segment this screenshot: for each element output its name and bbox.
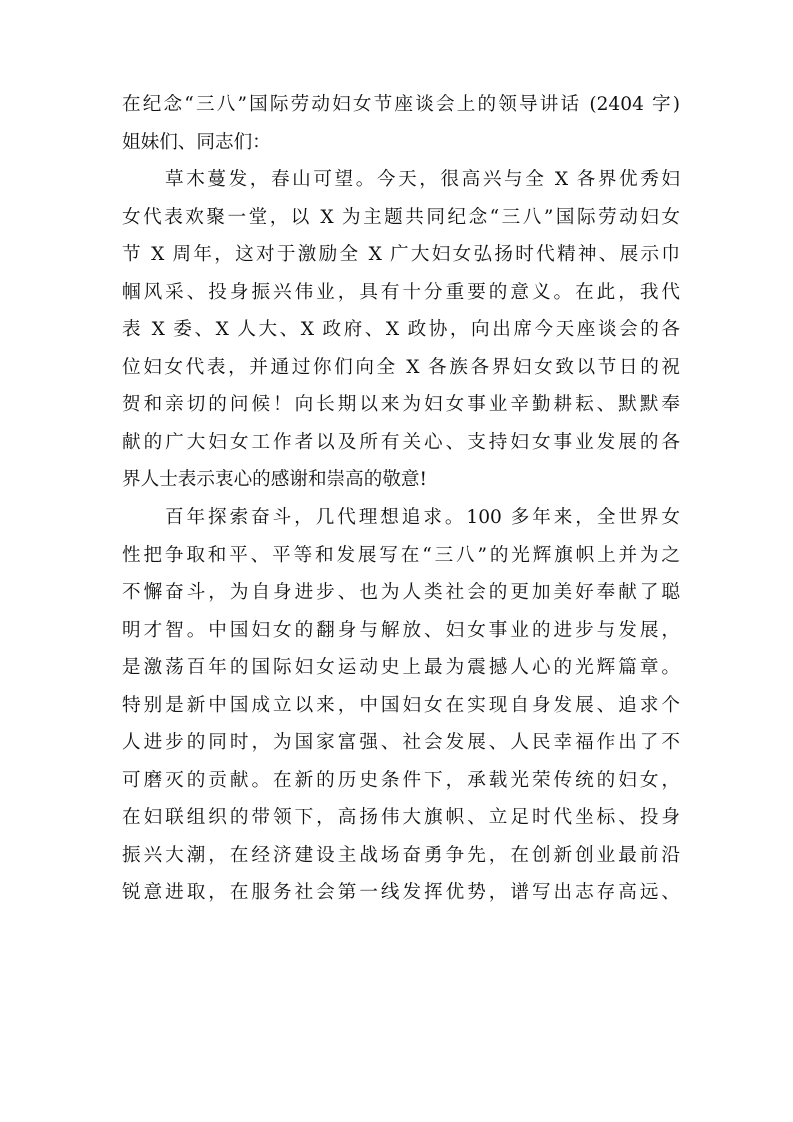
document-page — [122, 86, 680, 912]
paragraph-line: 节 X 周年，这对于激励全 X 广大妇女弘扬时代精神、展示巾 — [122, 244, 680, 266]
paragraph-2 — [122, 499, 680, 912]
paragraph-line: 草木蔓发，春山可望。今天，很高兴与全 X 各界优秀妇 — [165, 169, 680, 191]
paragraph-line: 是激荡百年的国际妇女运动史上最为震撼人心的光辉篇章。 — [122, 657, 680, 679]
paragraph-line: 可磨灭的贡献。在新的历史条件下，承载光荣传统的妇女， — [122, 769, 680, 791]
paragraph-line: 锐意进取，在服务社会第一线发挥优势，谱写出志存高远、 — [122, 882, 680, 904]
paragraph-1 — [122, 161, 680, 499]
paragraph-line: 女代表欢聚一堂，以 X 为主题共同纪念“三八”国际劳动妇女 — [122, 206, 680, 228]
paragraph-line: 不懈奋斗，为自身进步、也为人类社会的更加美好奉献了聪 — [122, 582, 680, 604]
paragraph-line: 表 X 委、X 人大、X 政府、X 政协，向出席今天座谈会的各 — [122, 319, 680, 341]
paragraph-line: 献的广大妇女工作者以及所有关心、支持妇女事业发展的各 — [122, 431, 680, 453]
paragraph-line: 明才智。中国妇女的翻身与解放、妇女事业的进步与发展， — [122, 619, 680, 641]
paragraph-line: 贺和亲切的问候！向长期以来为妇女事业辛勤耕耘、默默奉 — [122, 394, 680, 416]
salutation: 姐妹们、同志们： — [122, 131, 271, 153]
paragraph-line: 人进步的同时，为国家富强、社会发展、人民幸福作出了不 — [122, 732, 680, 754]
paragraph-line: 百年探索奋斗，几代理想追求。100 多年来，全世界女 — [165, 507, 680, 529]
paragraph-line: 位妇女代表，并通过你们向全 X 各族各界妇女致以节日的祝 — [122, 356, 680, 378]
paragraph-line: 性把争取和平、平等和发展写在“三八”的光辉旗帜上并为之 — [122, 544, 680, 566]
paragraph-line: 帼风采、投身振兴伟业，具有十分重要的意义。在此，我代 — [122, 281, 680, 303]
paragraph-line: 界人士表示衷心的感谢和崇高的敬意! — [122, 469, 427, 491]
paragraph-line: 在妇联组织的带领下，高扬伟大旗帜、立足时代坐标、投身 — [122, 807, 680, 829]
document-title: 在纪念“三八”国际劳动妇女节座谈会上的领导讲话 (2404 字) — [122, 94, 680, 115]
paragraph-line: 特别是新中国成立以来，中国妇女在实现自身发展、追求个 — [122, 694, 680, 716]
paragraph-line: 振兴大潮，在经济建设主战场奋勇争先，在创新创业最前沿 — [122, 844, 680, 866]
